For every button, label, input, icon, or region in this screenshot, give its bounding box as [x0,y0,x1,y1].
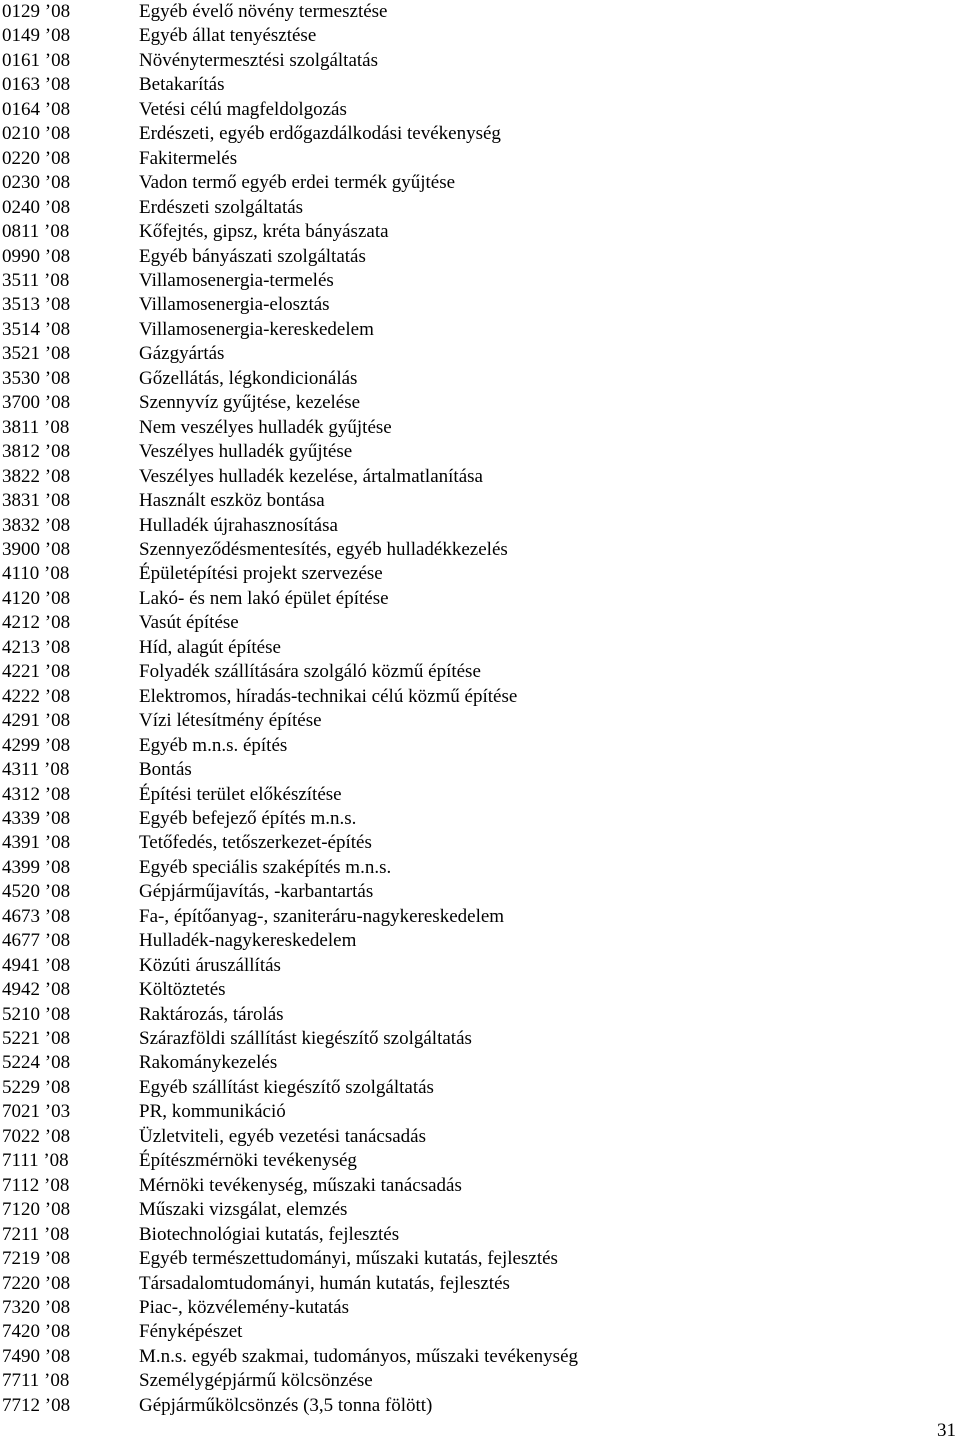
activity-code: 5229 ’08 [2,1076,71,1098]
activity-code: 3811 ’08 [2,416,70,438]
activity-code: 7111 ’08 [2,1150,69,1172]
activity-description: Személygépjármű kölcsönzése [139,1370,373,1392]
activity-description: Veszélyes hulladék kezelése, ártalmatlanítása [139,465,483,487]
activity-code: 4120 ’08 [2,587,71,609]
activity-code: 3831 ’08 [2,490,71,512]
activity-description: Hulladék-nagykereskedelem [139,930,357,952]
activity-description: Hulladék újrahasznosítása [139,514,338,536]
activity-code: 7112 ’08 [2,1174,70,1196]
activity-description: Műszaki vizsgálat, elemzés [139,1199,348,1221]
activity-description: Villamosenergia-termelés [139,269,334,291]
activity-description: Egyéb szállítást kiegészítő szolgáltatás [139,1076,434,1098]
activity-code: 7490 ’08 [2,1345,71,1367]
activity-description: Épületépítési projekt szervezése [139,563,383,585]
activity-code: 4222 ’08 [2,685,71,707]
activity-description: Fényképészet [139,1321,243,1343]
activity-code: 3900 ’08 [2,538,71,560]
activity-code: 4221 ’08 [2,661,71,683]
activity-code: 7021 ’03 [2,1101,71,1123]
activity-code: 4213 ’08 [2,636,71,658]
activity-code: 7420 ’08 [2,1321,71,1343]
activity-code: 0210 ’08 [2,123,71,145]
activity-code: 0164 ’08 [2,98,71,120]
activity-code: 0230 ’08 [2,172,71,194]
activity-code: 7712 ’08 [2,1394,71,1416]
activity-description: Mérnöki tevékenység, műszaki tanácsadás [139,1174,462,1196]
activity-code: 3513 ’08 [2,294,71,316]
activity-description: Vadon termő egyéb erdei termék gyűjtése [139,172,456,194]
activity-description: Gázgyártás [139,343,225,365]
activity-code: 3812 ’08 [2,441,71,463]
activity-code: 4673 ’08 [2,905,71,927]
activity-description: Növénytermesztési szolgáltatás [139,49,379,71]
activity-description: Egyéb m.n.s. építés [139,734,288,756]
activity-code: 0129 ’08 [2,1,71,22]
activity-code: 0811 ’08 [2,221,70,243]
activity-description: Egyéb természettudományi, műszaki kutatás, fejlesztés [139,1248,558,1270]
page-number: 31 [937,1420,956,1441]
activity-description: Vízi létesítmény építése [139,710,322,732]
activity-description: Villamosenergia-elosztás [139,294,330,316]
activity-description: Bontás [139,759,192,781]
activity-description: Közúti áruszállítás [139,954,281,976]
activity-code: 3521 ’08 [2,343,71,365]
activity-description: Elektromos, híradás-technikai célú közmű építése [139,685,518,707]
activity-code: 5224 ’08 [2,1052,71,1074]
activity-code: 4291 ’08 [2,710,71,732]
activity-description: Lakó- és nem lakó épület építése [139,587,389,609]
activity-code: 4520 ’08 [2,881,71,903]
activity-description: Építési terület előkészítése [139,783,342,805]
activity-description: PR, kommunikáció [139,1101,286,1123]
activity-description: Piac-, közvélemény-kutatás [139,1297,349,1319]
activity-code: 4212 ’08 [2,612,71,634]
activity-description: Gépjárműkölcsönzés (3,5 tonna fölött) [139,1394,433,1416]
activity-description: Vasút építése [139,612,239,634]
activity-description: Nem veszélyes hulladék gyűjtése [139,416,392,438]
activity-description: Egyéb állat tenyésztése [139,25,317,47]
activity-code: 3832 ’08 [2,514,71,536]
activity-code: 0163 ’08 [2,74,71,96]
activity-description: Betakarítás [139,74,225,96]
activity-description: Vetési célú magfeldolgozás [139,98,347,120]
activity-code: 3822 ’08 [2,465,71,487]
activity-code: 7022 ’08 [2,1125,71,1147]
activity-code: 4299 ’08 [2,734,71,756]
activity-code: 7320 ’08 [2,1297,71,1319]
activity-code: 5210 ’08 [2,1003,71,1025]
activity-code: 7211 ’08 [2,1223,70,1245]
activity-description: Egyéb befejező építés m.n.s. [139,807,357,829]
activity-description: Szennyvíz gyűjtése, kezelése [139,392,361,414]
activity-code: 4311 ’08 [2,759,70,781]
activity-code: 4942 ’08 [2,979,71,1001]
activity-description: Szárazföldi szállítást kiegészítő szolgáltatás [139,1028,472,1050]
activity-code: 3514 ’08 [2,318,71,340]
activity-code: 4110 ’08 [2,563,70,585]
activity-code: 7220 ’08 [2,1272,71,1294]
activity-code: 0149 ’08 [2,25,71,47]
activity-description: Híd, alagút építése [139,636,281,658]
activity-description: Fa-, építőanyag-, szaniteráru-nagykereskedelem [139,905,505,927]
activity-description: Gépjárműjavítás, -karbantartás [139,881,374,903]
activity-description: M.n.s. egyéb szakmai, tudományos, műszaki tevékenység [139,1345,579,1367]
activity-code: 4312 ’08 [2,783,71,805]
activity-code: 4399 ’08 [2,856,71,878]
activity-code: 7120 ’08 [2,1199,71,1221]
activity-code: 0161 ’08 [2,49,71,71]
activity-description: Villamosenergia-kereskedelem [139,318,374,340]
activity-code: 4677 ’08 [2,930,71,952]
activity-description: Egyéb évelő növény termesztése [139,1,388,22]
activity-code: 0990 ’08 [2,245,71,267]
activity-code: 4941 ’08 [2,954,71,976]
activity-description: Veszélyes hulladék gyűjtése [139,441,353,463]
activity-code: 5221 ’08 [2,1028,71,1050]
activity-description: Gőzellátás, légkondicionálás [139,367,358,389]
activity-code: 4391 ’08 [2,832,71,854]
activity-description: Használt eszköz bontása [139,490,325,512]
activity-description: Szennyeződésmentesítés, egyéb hulladékkezelés [139,538,508,560]
activity-description: Raktározás, tárolás [139,1003,284,1025]
activity-description: Erdészeti szolgáltatás [139,196,304,218]
activity-description: Költöztetés [139,979,226,1001]
activity-code: 0220 ’08 [2,147,71,169]
activity-code: 3511 ’08 [2,269,70,291]
activity-code: 3700 ’08 [2,392,71,414]
activity-description: Üzletviteli, egyéb vezetési tanácsadás [139,1125,426,1147]
activity-description: Kőfejtés, gipsz, kréta bányászata [139,221,389,243]
activity-description: Rakománykezelés [139,1052,278,1074]
activity-description: Tetőfedés, tetőszerkezet-építés [139,832,372,854]
activity-description: Egyéb bányászati szolgáltatás [139,245,366,267]
activity-description: Erdészeti, egyéb erdőgazdálkodási tevékenység [139,123,501,145]
activity-description: Társadalomtudományi, humán kutatás, fejlesztés [139,1272,510,1294]
activity-description: Egyéb speciális szaképítés m.n.s. [139,856,392,878]
activity-description: Építészmérnöki tevékenység [139,1150,357,1172]
activity-description: Biotechnológiai kutatás, fejlesztés [139,1223,400,1245]
activity-code: 7711 ’08 [2,1370,70,1392]
activity-code: 7219 ’08 [2,1248,71,1270]
activity-code: 4339 ’08 [2,807,71,829]
activity-description: Folyadék szállítására szolgáló közmű építése [139,661,481,683]
activity-description: Fakitermelés [139,147,238,169]
activity-code: 3530 ’08 [2,367,71,389]
activity-code: 0240 ’08 [2,196,71,218]
